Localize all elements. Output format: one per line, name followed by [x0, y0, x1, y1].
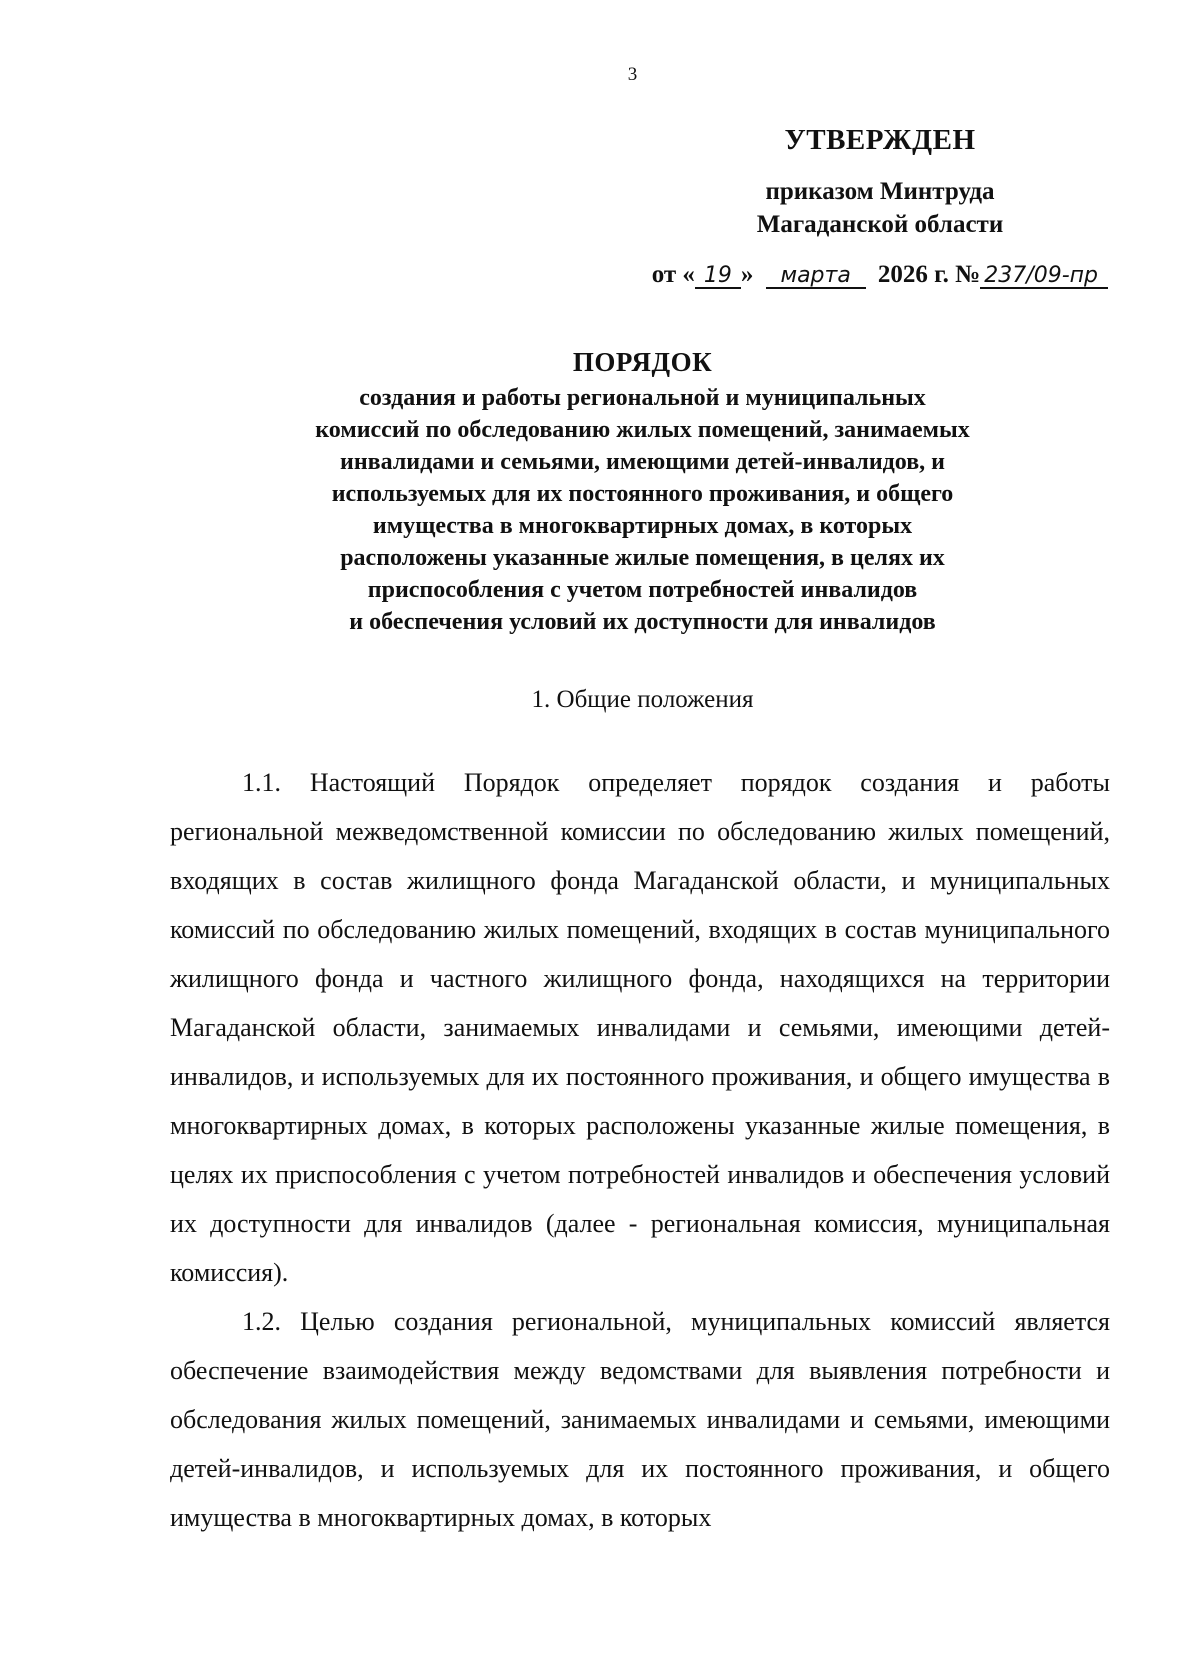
title-line: имущества в многоквартирных домах, в которых: [372, 513, 913, 539]
handwritten-month: марта: [766, 265, 866, 289]
approval-block: [650, 124, 1110, 289]
date-prefix: от «: [651, 261, 695, 288]
paragraph-1-1: 1.1. Настоящий Порядок определяет порядок создания и работы региональной межведомственной комиссии по обследованию жилых помещений, входящих в состав жилищного фонда Магаданской области, и муниципальных комиссий по обследованию жилых помещений, входящих в состав муниципального жилищного фонда и частного жилищного фонда, находящихся на территории Магаданской области, занимаемых инвалидами и семьями, имеющими детей-инвалидов, и используемых для их постоянного проживания, и общего имущества в многоквартирных домах, в которых расположены указанные жилые помещения, в целях их приспособления с учетом потребностей инвалидов и обеспечения условий их доступности для инвалидов (далее - региональная комиссия, муниципальная комиссия).: [170, 768, 1110, 1287]
section-title: 1. Общие положения: [531, 686, 754, 713]
page-number: 3: [627, 64, 638, 85]
title-line: инвалидами и семьями, имеющими детей-инвалидов, и: [339, 449, 945, 475]
title-heading: ПОРЯДОК: [572, 347, 713, 377]
paragraph-1-2: 1.2. Целью создания региональной, муниципальных комиссий является обеспечение взаимодействия между ведомствами для выявления потребности и обследования жилых помещений, занимаемых инвалидами и семьями, имеющими детей-инвалидов, и используемых для их постоянного проживания, и общего имущества в многоквартирных домах, в которых: [170, 1307, 1110, 1532]
approval-heading: УТВЕРЖДЕН: [784, 124, 976, 156]
handwritten-order-number: 237/09-пр: [980, 265, 1108, 289]
title-line: и обеспечения условий их доступности для инвалидов: [349, 609, 936, 635]
title-line: расположены указанные жилые помещения, в целях их: [340, 545, 945, 571]
handwritten-day: 19: [695, 265, 741, 289]
date-quote-close: »: [740, 261, 754, 288]
document-title: [160, 347, 1125, 638]
date-year-number-label: 2026 г. №: [877, 261, 981, 288]
title-line: комиссий по обследованию жилых помещений, занимаемых: [315, 417, 970, 443]
title-line: используемых для их постоянного проживания, и общего: [331, 481, 954, 507]
title-line: создания и работы региональной и муниципальных: [359, 385, 926, 411]
approval-authority-line1: приказом Минтруда: [765, 178, 995, 205]
title-line: приспособления с учетом потребностей инвалидов: [367, 577, 918, 603]
approval-date-line: [650, 261, 1110, 289]
approval-authority-line2: Магаданской области: [756, 211, 1004, 238]
document-body: [170, 758, 1110, 1542]
